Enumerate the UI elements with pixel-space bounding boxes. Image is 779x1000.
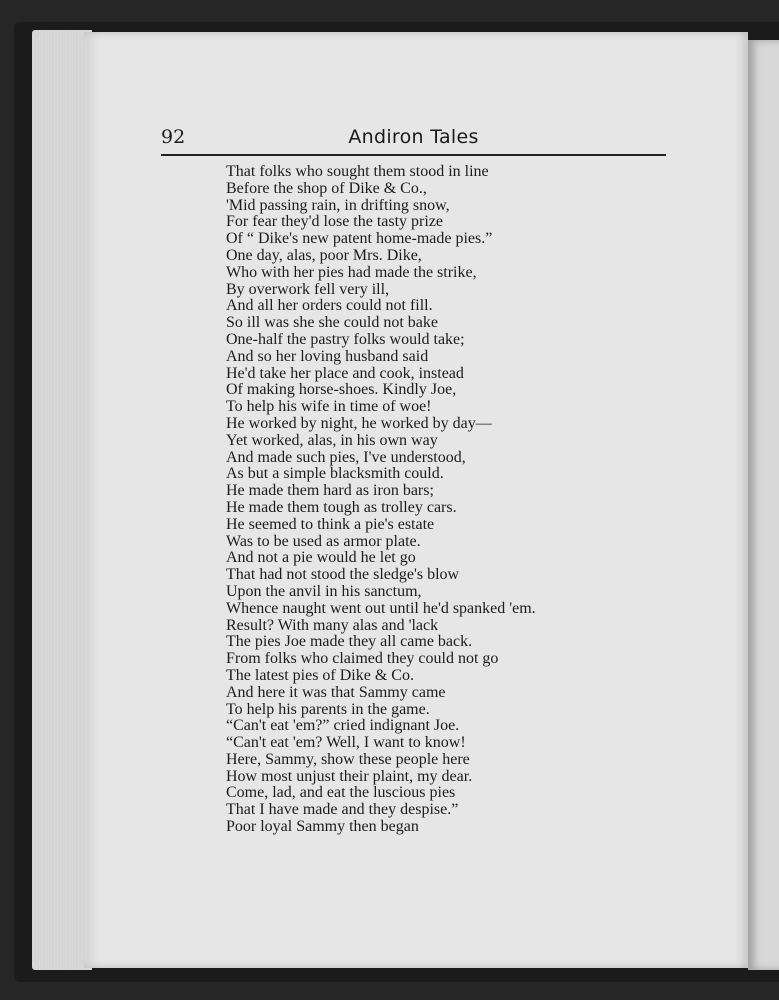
poem-line: That had not stood the sledge's blow bbox=[226, 566, 460, 584]
poem-line: As but a simple blacksmith could. bbox=[226, 465, 444, 483]
poem-line: He worked by night, he worked by day— bbox=[226, 414, 492, 432]
poem-line: Was to be used as armor plate. bbox=[226, 532, 421, 550]
poem-line: Result? With many alas and 'lack bbox=[226, 616, 439, 634]
poem-line: He made them tough as trolley cars. bbox=[226, 498, 457, 516]
poem-line: One-half the pastry folks would take; bbox=[226, 330, 465, 348]
poem-line: Whence naught went out until he'd spanked 'em. bbox=[226, 599, 536, 617]
poem-line: And here it was that Sammy came bbox=[226, 683, 446, 701]
poem-line: “Can't eat 'em?” cried indignant Joe. bbox=[226, 717, 460, 735]
poem-line: Yet worked, alas, in his own way bbox=[226, 431, 438, 449]
poem-line: 'Mid passing rain, in drifting snow, bbox=[226, 196, 450, 214]
page-number: 92 bbox=[161, 126, 186, 148]
poem-line: And all her orders could not fill. bbox=[226, 297, 433, 315]
poem-line: Of “ Dike's new patent home-made pies.” bbox=[226, 230, 493, 248]
poem-line: By overwork fell very ill, bbox=[226, 280, 390, 298]
poem-line: For fear they'd lose the tasty prize bbox=[226, 213, 444, 231]
poem-line: Of making horse-shoes. Kindly Joe, bbox=[226, 381, 457, 399]
poem-line: And so her loving husband said bbox=[226, 347, 429, 365]
poem-line: He seemed to think a pie's estate bbox=[226, 515, 435, 533]
poem-line: Come, lad, and eat the luscious pies bbox=[226, 784, 456, 802]
poem-line: Upon the anvil in his sanctum, bbox=[226, 582, 422, 600]
poem-line: Who with her pies had made the strike, bbox=[226, 263, 477, 281]
poem-line: To help his parents in the game. bbox=[226, 700, 430, 718]
poem-line: Poor loyal Sammy then began bbox=[226, 818, 419, 836]
poem-line: How most unjust their plaint, my dear. bbox=[226, 767, 473, 785]
poem-line: One day, alas, poor Mrs. Dike, bbox=[226, 246, 422, 264]
poem-line: He made them hard as iron bars; bbox=[226, 482, 434, 500]
page-header bbox=[161, 126, 666, 156]
poem-line: The latest pies of Dike & Co. bbox=[226, 666, 414, 684]
poem-line: The pies Joe made they all came back. bbox=[226, 633, 473, 651]
poem-text bbox=[226, 164, 536, 836]
facing-page-edge bbox=[748, 40, 779, 970]
running-title: Andiron Tales bbox=[348, 126, 479, 148]
poem-line: He'd take her place and cook, instead bbox=[226, 364, 464, 382]
poem-line: And not a pie would he let go bbox=[226, 549, 416, 567]
poem-line: “Can't eat 'em? Well, I want to know! bbox=[226, 734, 466, 752]
poem-line: So ill was she she could not bake bbox=[226, 314, 438, 332]
poem-line: From folks who claimed they could not go bbox=[226, 650, 499, 668]
poem-line: To help his wife in time of woe! bbox=[226, 398, 432, 416]
poem-line: Here, Sammy, show these people here bbox=[226, 750, 470, 768]
poem-line: That I have made and they despise.” bbox=[226, 801, 459, 819]
poem-line: Before the shop of Dike & Co., bbox=[226, 179, 427, 197]
poem-line: And made such pies, I've understood, bbox=[226, 448, 466, 466]
page-edges bbox=[32, 30, 92, 970]
poem-line: That folks who sought them stood in line bbox=[226, 163, 489, 180]
